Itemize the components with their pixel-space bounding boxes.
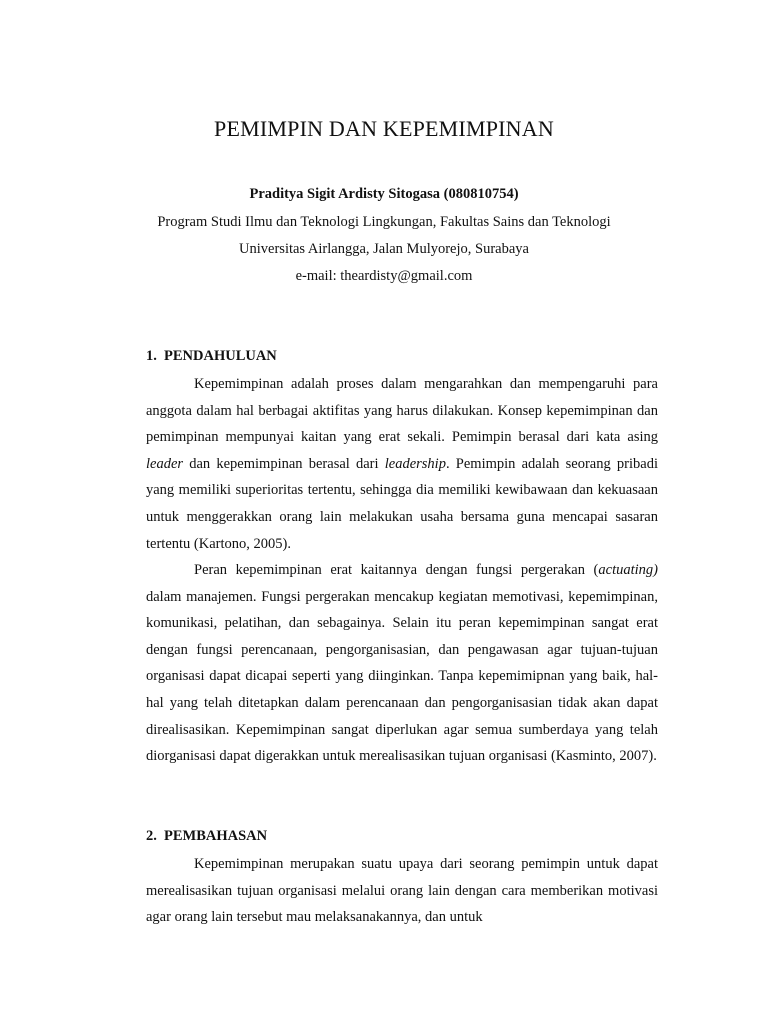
section-2-paragraph-1: Kepemimpinan merupakan suatu upaya dari seorang pemimpin untuk dapat merealisasikan tujuan organisasi melalui orang lain dengan cara memberikan motivasi agar orang lain tersebut mau melaksanakannya, dan untuk — [146, 856, 658, 926]
s1p2-text-1: Peran kepemimpinan erat kaitannya dengan fungsi pergerakan ( — [194, 562, 599, 578]
author-name: Praditya Sigit Ardisty Sitogasa (080810754) — [249, 186, 519, 202]
s1p1-text-2: dan kepemimpinan berasal dari — [183, 455, 385, 472]
section-2-heading — [146, 828, 267, 845]
section-2-number: 2. — [146, 828, 157, 844]
section-1-heading — [146, 348, 277, 365]
section-2-title: PEMBAHASAN — [164, 828, 268, 844]
term-leader: leader — [146, 455, 184, 472]
section-1-number: 1. — [146, 348, 157, 364]
section-1-title: PENDAHULUAN — [164, 348, 277, 364]
s1p1-text-1: Kepemimpinan adalah proses dalam mengarahkan dan mempengaruhi para anggota dalam hal berbagai aktifitas yang harus dilakukan. Konsep kepemimpinan dan pemimpinan mempunyai kaitan yang erat sekali. Pemimpin berasal dari kata asing — [146, 376, 658, 446]
affiliation-line-1: Program Studi Ilmu dan Teknologi Lingkungan, Fakultas Sains dan Teknologi — [157, 214, 611, 230]
s1p1-text-3: . Pemimpin adalah seorang pribadi yang memiliki superioritas tertentu, sehingga dia memiliki kewibawaan dan kekuasaan untuk menggerakkan orang lain melakukan usaha bersama guna mencapai sasaran tertentu (Kartono, 2005). — [146, 455, 658, 552]
section-1-paragraph-2 — [146, 557, 658, 770]
s1p2-text-2: dalam manajemen. Fungsi pergerakan mencakup kegiatan memotivasi, kepemimpinan, komunikasi, pelatihan, dan sebagainya. Selain itu peran kepemimpinan sangat erat dengan fungsi perencanaan, pengorganisasian, dan pengawasan agar tujuan-tujuan organisasi dapat dicapai seperti yang diinginkan. Tanpa kepemimipnan yang baik, hal-hal yang telah ditetapkan dalam perencanaan dan pengorganisasian tidak akan dapat direalisasikan. Kepemimpinan sangat diperlukan agar semua sumberdaya yang telah diorganisasi dapat digerakkan untuk merealisasikan tujuan organisasi (Kasminto, 2007). — [146, 588, 658, 765]
author-email: e-mail: theardisty@gmail.com — [295, 268, 473, 284]
document-title: PEMIMPIN DAN KEPEMIMPINAN — [214, 116, 554, 141]
affiliation-line-2: Universitas Airlangga, Jalan Mulyorejo, Surabaya — [239, 241, 529, 257]
section-1-paragraph-1 — [146, 371, 658, 557]
term-actuating: actuating) — [598, 562, 658, 578]
term-leadership: leadership — [384, 455, 446, 472]
